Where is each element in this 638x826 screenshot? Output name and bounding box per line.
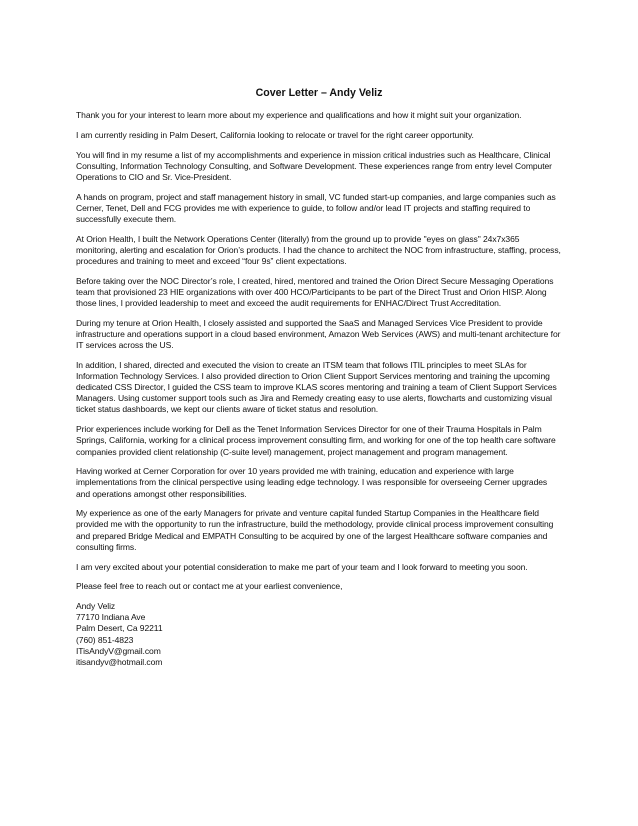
signature-block bbox=[76, 601, 562, 668]
paragraph-management-history: A hands on program, project and staff management history in small, VC funded start-up companies, and large companies such as Cerner, Tenet, Dell and FCG provides me with experience to guide, to follow and/or lead IT projects and staffing required to successfully execute them. bbox=[76, 191, 556, 224]
signature-city: Palm Desert, Ca 92211 bbox=[76, 623, 163, 634]
paragraph-cerner: Having worked at Cerner Corporation for over 10 years provided me with training, education and experience with large implementations from the clinical perspective using leading edge technology. I was responsible for overseeing Cerner upgrades and operations amongst other responsibilities. bbox=[76, 466, 548, 499]
paragraph-saas-support: During my tenure at Orion Health, I closely assisted and supported the SaaS and Managed Services Vice President to provide infrastructure and operations support in a cloud based environment, Amazon Web Services (AWS) and multi-tenant architecture for IT services across the US. bbox=[76, 317, 561, 351]
signature-email-gmail: ITisAndyV@gmail.com bbox=[76, 645, 161, 656]
signature-email-hotmail: itisandyv@hotmail.com bbox=[76, 656, 163, 667]
letter-body bbox=[76, 110, 562, 668]
paragraph-residence: I am currently residing in Palm Desert, California looking to relocate or travel for the right career opportunity. bbox=[76, 129, 474, 140]
paragraph-closing: I am very excited about your potential consideration to make me part of your team and I look forward to meeting you soon. bbox=[76, 561, 528, 572]
paragraph-startups: My experience as one of the early Managers for private and venture capital funded Startup Companies in the Healthcare field provided me with the opportunity to run the infrastructure, build the methodology, provide clinical process improvement consulting and prepared Bridge Medical and EMPATH Consulting to be acquired by one of the largest Healthcare software companies and consulting firms. bbox=[76, 508, 554, 552]
paragraph-itsm: In addition, I shared, directed and executed the vision to create an ITSM team that follows ITIL principles to meet SLAs for Information Technology Services. I also provided direction to Orion Client Support Services mentoring and training the upcoming dedicated CSS Director, I guided the CSS team to improve KLAS scores mentoring and training a team of Client Support Services Managers. Using customer support tools such as Jira and Remedy creating easy to use alerts, flowcharts and customizing visual ticket status dashboards, we kept our clients aware of ticket status and resolution. bbox=[76, 359, 557, 415]
paragraph-orion-noc: At Orion Health, I built the Network Operations Center (literally) from the ground up to provide "eyes on glass" 24x7x365 monitoring, alerting and escalation for Orion’s products. I had the chance to architect the NOC from infrastructure, staffing, process, procedures and training to meet and exceed “four 9s” client expectations. bbox=[76, 233, 561, 266]
paragraph-prior-experience: Prior experiences include working for Dell as the Tenet Information Services Director for one of their Trauma Hospitals in Palm Springs, California, working for a clinical process improvement consulting firm, and working for one of the top health care software companies provided client relationship (C-suite level) management, project management and program management. bbox=[76, 424, 556, 457]
paragraph-contact-request: Please feel free to reach out or contact me at your earliest convenience, bbox=[76, 581, 343, 592]
paragraph-direct-messaging: Before taking over the NOC Director’s role, I created, hired, mentored and trained the Orion Direct Secure Messaging Operations team that provisioned 23 HIE organizations with over 400 HCO/Participants to be part of the Direct Trust and Orion HISP. Along those lines, I provided leadership to meet and exceed the audit requirements for ENHAC/Direct Trust Accreditation. bbox=[76, 275, 554, 308]
document-title: Cover Letter – Andy Veliz bbox=[255, 87, 383, 99]
signature-name: Andy Veliz bbox=[76, 601, 116, 612]
paragraph-resume-summary: You will find in my resume a list of my accomplishments and experience in mission critical industries such as Healthcare, Clinical Consulting, Information Technology Consulting, and Software Development. These experiences range from entry level Computer Operations to CIO and Sr. Vice-President. bbox=[76, 149, 552, 182]
paragraph-intro: Thank you for your interest to learn more about my experience and qualifications and how it might suit your organization. bbox=[76, 110, 522, 120]
signature-street: 77170 Indiana Ave bbox=[76, 612, 146, 623]
signature-phone: (760) 851-4823 bbox=[76, 634, 134, 645]
